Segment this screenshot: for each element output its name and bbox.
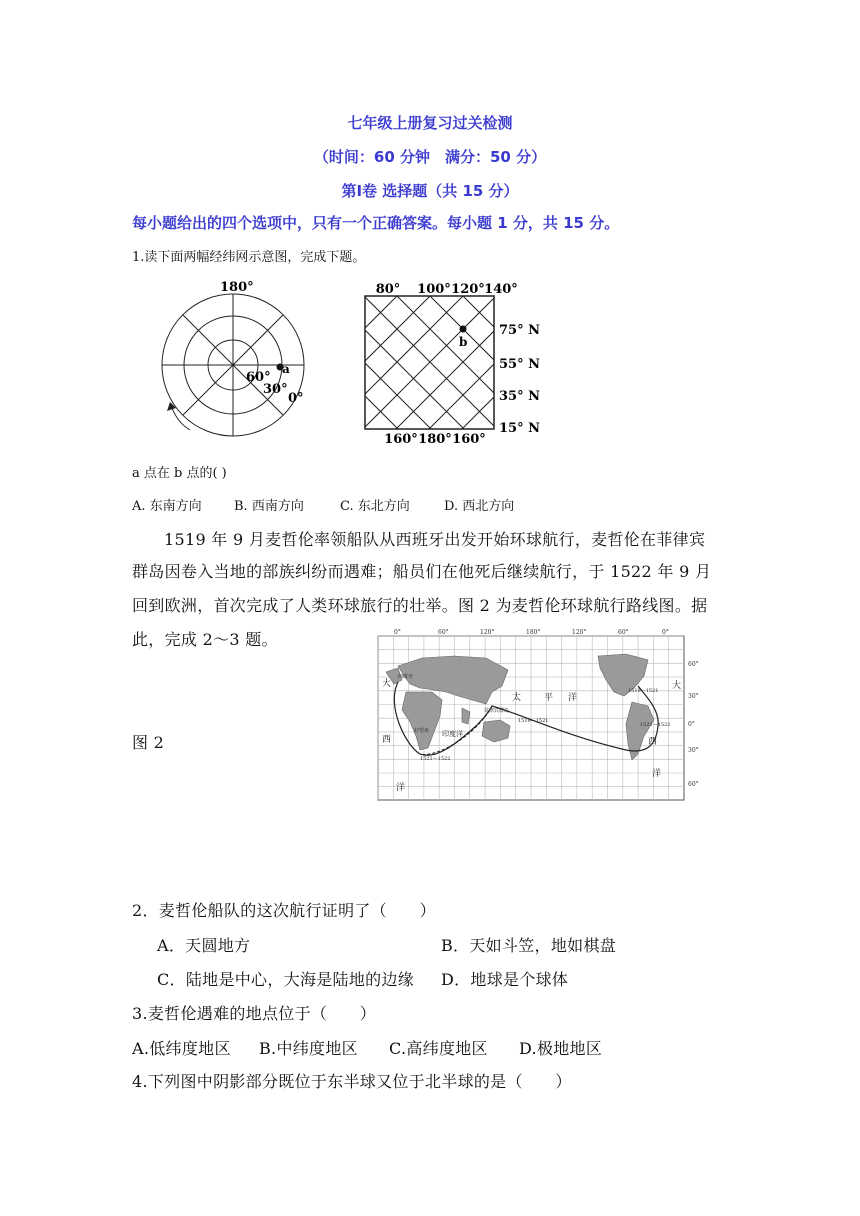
- passage-line: 回到欧洲，首次完成了人类环球旅行的壮举。图 2 为麦哲伦环球航行路线图。据: [132, 596, 708, 615]
- passage-line: 1519 年 9 月麦哲伦率领船队从西班牙出发开始环球航行，麦哲伦在菲律宾: [164, 530, 706, 549]
- rect-grid-diagram: [356, 280, 546, 446]
- map-place-label: 好望角: [414, 728, 430, 734]
- map-lon-label: 180°: [526, 629, 541, 636]
- grid-right-label: 35° N: [499, 389, 540, 404]
- map-route-year: 1521—1522: [640, 722, 671, 728]
- map-lat-label: 30°: [688, 747, 699, 754]
- q1-sub-question: a 点在 b 点的( ): [132, 466, 227, 481]
- map-route-year: 1519—1521: [628, 688, 659, 694]
- map-lon-label: 0°: [662, 629, 669, 636]
- polar-label-0: 0°: [288, 391, 304, 406]
- grid-diagonal: [356, 296, 365, 429]
- map-route-year: 1521—1522: [420, 756, 451, 762]
- q3-option-b: B.中纬度地区: [259, 1039, 358, 1058]
- map-lat-label: 30°: [688, 693, 699, 700]
- map-lat-label: 0°: [688, 721, 695, 728]
- q3-option-d: D.极地地区: [519, 1039, 603, 1058]
- q1-option-c: C. 东北方向: [340, 499, 410, 514]
- q4-stem: 4.下列图中阴影部分既位于东半球又位于北半球的是（ ）: [132, 1072, 572, 1091]
- map-place-label: 菲律宾群岛: [484, 708, 510, 714]
- point-a-label: a: [282, 362, 290, 376]
- grid-top-label: 80°: [375, 282, 401, 297]
- map-lon-label: 60°: [438, 629, 449, 636]
- q2-stem: 2．麦哲伦船队的这次航行证明了（ ）: [132, 901, 436, 920]
- grid-bottom-label: 180°: [418, 432, 452, 446]
- map-route-year: 1519—1521: [518, 718, 549, 724]
- grid-diagonal: [356, 296, 364, 429]
- grid-top-label: 140°: [484, 282, 518, 297]
- figure-label: 图 2: [132, 733, 165, 752]
- q2-option-a: A．天圆地方: [157, 936, 251, 955]
- magellan-route-map: [376, 626, 710, 804]
- polar-label-30: 30°: [263, 382, 288, 397]
- q2-option-b: B．天如斗笠，地如棋盘: [441, 936, 617, 955]
- polar-label-60: 60°: [246, 370, 271, 385]
- instructions: 每小题给出的四个选项中，只有一个正确答案。每小题 1 分，共 15 分。: [132, 214, 620, 232]
- q1-stem: 1.读下面两幅经纬网示意图，完成下题。: [132, 250, 366, 265]
- point-b-label: b: [459, 335, 468, 349]
- grid-right-label: 75° N: [499, 323, 540, 338]
- map-lat-label: 60°: [688, 661, 699, 668]
- q1-option-d: D. 西北方向: [444, 499, 515, 514]
- page-title: 七年级上册复习过关检测: [347, 114, 513, 132]
- q1-option-a: A. 东南方向: [132, 499, 202, 514]
- grid-diagonal: [356, 296, 397, 429]
- grid-top-label: 100°: [417, 282, 451, 297]
- q2-option-d: D．地球是个球体: [441, 970, 569, 989]
- q3-stem: 3.麦哲伦遇难的地点位于（ ）: [132, 1004, 377, 1023]
- grid-diagonal: [364, 296, 497, 429]
- map-lon-label: 120°: [572, 629, 587, 636]
- map-place-label: 大: [382, 679, 392, 689]
- grid-diagonal: [363, 296, 496, 429]
- q1-option-b: B. 西南方向: [234, 499, 304, 514]
- grid-right-label: 55° N: [499, 357, 540, 372]
- passage-line: 此，完成 2～3 题。: [132, 630, 278, 649]
- grid-diagonal: [356, 296, 431, 429]
- map-place-label: 洋: [652, 769, 662, 779]
- map-place-label: 平: [544, 693, 554, 703]
- q3-option-a: A.低纬度地区: [132, 1039, 231, 1058]
- map-place-label: 太: [512, 693, 522, 703]
- polar-grid-diagram: [150, 278, 320, 438]
- map-place-label: 印度洋: [442, 730, 463, 738]
- grid-bottom-label: 160°: [384, 432, 418, 446]
- q3-option-c: C.高纬度地区: [389, 1039, 488, 1058]
- grid-bottom-label: 160°: [452, 432, 486, 446]
- map-lat-label: 60°: [688, 781, 699, 788]
- grid-diagonal: [356, 296, 430, 429]
- polar-label-180: 180°: [220, 280, 254, 295]
- map-place-label: 洋: [396, 783, 406, 793]
- passage-line: 群岛因卷入当地的部族纠纷而遇难；船员们在他死后继续航行，于 1522 年 9 月: [132, 562, 712, 581]
- grid-top-label: 120°: [451, 282, 485, 297]
- map-lon-label: 0°: [394, 629, 401, 636]
- q2-option-c: C．陆地是中心，大海是陆地的边缘: [157, 970, 415, 989]
- map-place-label: 西班牙: [398, 674, 414, 680]
- map-lon-label: 120°: [480, 629, 495, 636]
- grid-right-label: 15° N: [499, 421, 540, 436]
- map-place-label: 洋: [568, 693, 578, 703]
- map-place-label: 西: [648, 737, 658, 747]
- map-lon-label: 60°: [618, 629, 629, 636]
- time-info: （时间：60 分钟 满分：50 分）: [313, 148, 547, 166]
- section-heading: 第Ⅰ卷 选择题（共 15 分）: [341, 182, 519, 200]
- map-place-label: 大: [672, 681, 682, 691]
- map-place-label: 西: [382, 735, 392, 745]
